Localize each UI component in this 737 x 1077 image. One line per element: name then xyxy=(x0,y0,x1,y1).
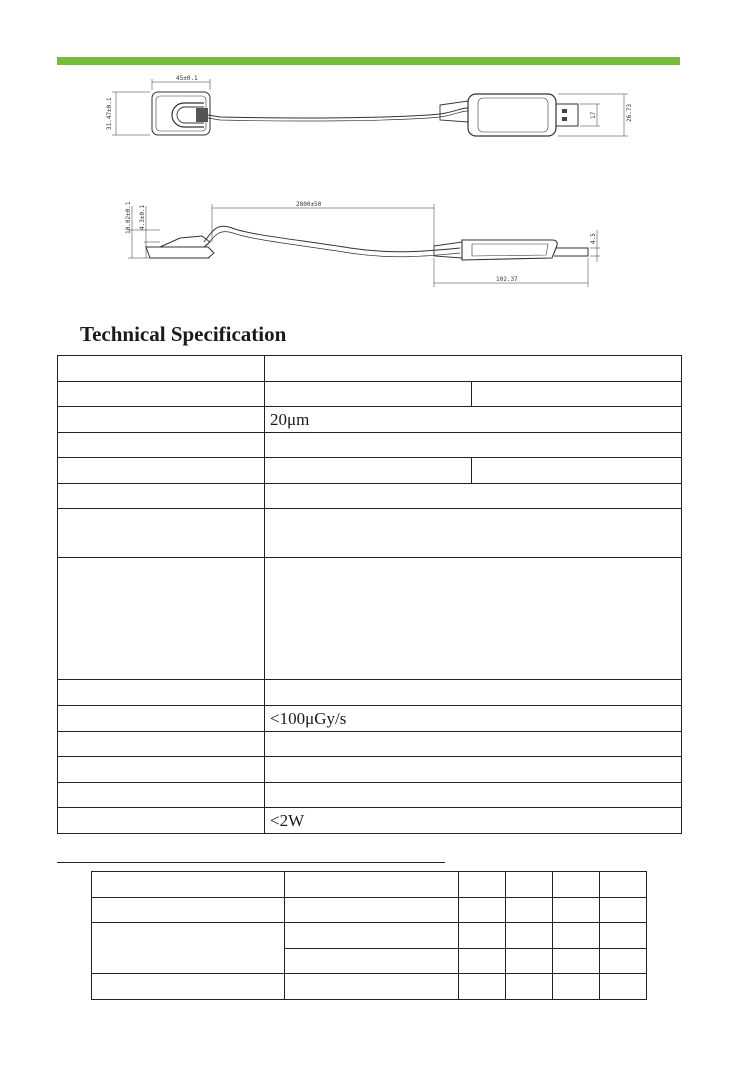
spec-row xyxy=(58,509,682,558)
table-row xyxy=(92,974,647,1000)
table-cell xyxy=(506,974,553,1000)
dim-height-label: 31.47±0.1 xyxy=(106,97,113,130)
spec-value-cell xyxy=(265,732,682,757)
table-cell xyxy=(553,974,600,1000)
spec-value-cell xyxy=(265,433,682,458)
dim-overall-height-label: 26.73 xyxy=(626,103,633,122)
table-cell xyxy=(92,974,285,1000)
table-cell xyxy=(553,949,600,974)
spec-row xyxy=(58,558,682,680)
top-view xyxy=(112,79,628,136)
spec-label-cell xyxy=(58,808,265,834)
max-dose-rate-value: <100μGy/s xyxy=(265,706,682,732)
table-cell xyxy=(459,872,506,898)
spec-label-cell xyxy=(58,356,265,382)
spec-label-cell xyxy=(58,706,265,732)
spec-label-cell xyxy=(58,509,265,558)
spec-value-cell xyxy=(265,757,682,783)
spec-row xyxy=(58,706,682,732)
spec-label-cell xyxy=(58,680,265,706)
table-cell xyxy=(600,974,647,1000)
table-cell xyxy=(459,923,506,949)
spec-row xyxy=(58,732,682,757)
spec-value-cell xyxy=(265,783,682,808)
table-cell xyxy=(506,949,553,974)
spec-row xyxy=(58,757,682,783)
spec-row xyxy=(58,808,682,834)
spec-label-cell xyxy=(58,757,265,783)
spec-row xyxy=(58,407,682,433)
sensor-technical-drawing xyxy=(100,72,640,294)
spec-value-cell xyxy=(265,509,682,558)
spec-label-cell xyxy=(58,484,265,509)
secondary-table xyxy=(91,871,647,1000)
dim-thickness-label-1: 10.02±0.1 xyxy=(125,201,132,234)
dim-cable-length-label: 2800±50 xyxy=(296,201,322,208)
header-accent-bar xyxy=(57,57,680,65)
spec-label-cell xyxy=(58,558,265,680)
spec-value-cell xyxy=(265,680,682,706)
pixel-size-value: 20μm xyxy=(265,407,682,433)
table-cell xyxy=(459,898,506,923)
dim-usb-length-label: 102.37 xyxy=(496,276,518,283)
usb-plug xyxy=(556,104,578,126)
table-cell xyxy=(600,923,647,949)
dim-usb-thickness-label: 4.5 xyxy=(590,233,597,244)
dim-width-label: 45±0.1 xyxy=(176,75,198,82)
table-cell xyxy=(600,872,647,898)
spec-title: Technical Specification xyxy=(80,322,287,346)
spec-value-cell xyxy=(265,382,472,407)
table-cell xyxy=(553,923,600,949)
spec-label-cell xyxy=(58,783,265,808)
spec-table xyxy=(57,355,682,834)
spec-row xyxy=(58,458,682,484)
spec-label-cell xyxy=(58,732,265,757)
spec-value-cell xyxy=(472,458,682,484)
power-value: <2W xyxy=(265,808,682,834)
table-cell xyxy=(285,949,459,974)
side-sensor-body xyxy=(146,247,214,258)
table-cell xyxy=(553,898,600,923)
table-cell xyxy=(553,872,600,898)
table-cell xyxy=(285,923,459,949)
spec-row xyxy=(58,356,682,382)
spec-value-cell xyxy=(472,382,682,407)
table-cell xyxy=(92,898,285,923)
table-row xyxy=(92,898,647,923)
dim-usb-height-label: 17 xyxy=(590,111,597,119)
table-cell xyxy=(285,974,459,1000)
table-row xyxy=(92,872,647,898)
spec-label-cell xyxy=(58,382,265,407)
spec-value-cell xyxy=(265,356,682,382)
table-cell xyxy=(506,898,553,923)
table-cell xyxy=(600,898,647,923)
side-view xyxy=(128,204,600,287)
table-cell xyxy=(285,898,459,923)
table-cell xyxy=(459,949,506,974)
spec-row xyxy=(58,382,682,407)
table-cell xyxy=(600,949,647,974)
usb-body-outline xyxy=(468,94,556,136)
spec-value-cell xyxy=(265,558,682,680)
spec-label-cell xyxy=(58,458,265,484)
top-cable xyxy=(208,108,468,118)
spec-row xyxy=(58,484,682,509)
table-cell xyxy=(459,974,506,1000)
side-usb-body xyxy=(462,240,557,260)
spec-label-cell xyxy=(58,407,265,433)
table-cell xyxy=(92,872,285,898)
spec-label-cell xyxy=(58,433,265,458)
spec-value-cell xyxy=(265,484,682,509)
table-cell xyxy=(506,872,553,898)
table-row xyxy=(92,923,647,949)
spec-row xyxy=(58,680,682,706)
spec-row xyxy=(58,783,682,808)
spec-value-cell xyxy=(265,458,472,484)
dim-thickness-label-2: 4.3±0.1 xyxy=(139,204,146,230)
table-cell xyxy=(92,923,285,974)
section-divider-line xyxy=(57,862,445,863)
table-cell xyxy=(506,923,553,949)
table-cell xyxy=(285,872,459,898)
side-cable xyxy=(204,226,460,252)
spec-row xyxy=(58,433,682,458)
